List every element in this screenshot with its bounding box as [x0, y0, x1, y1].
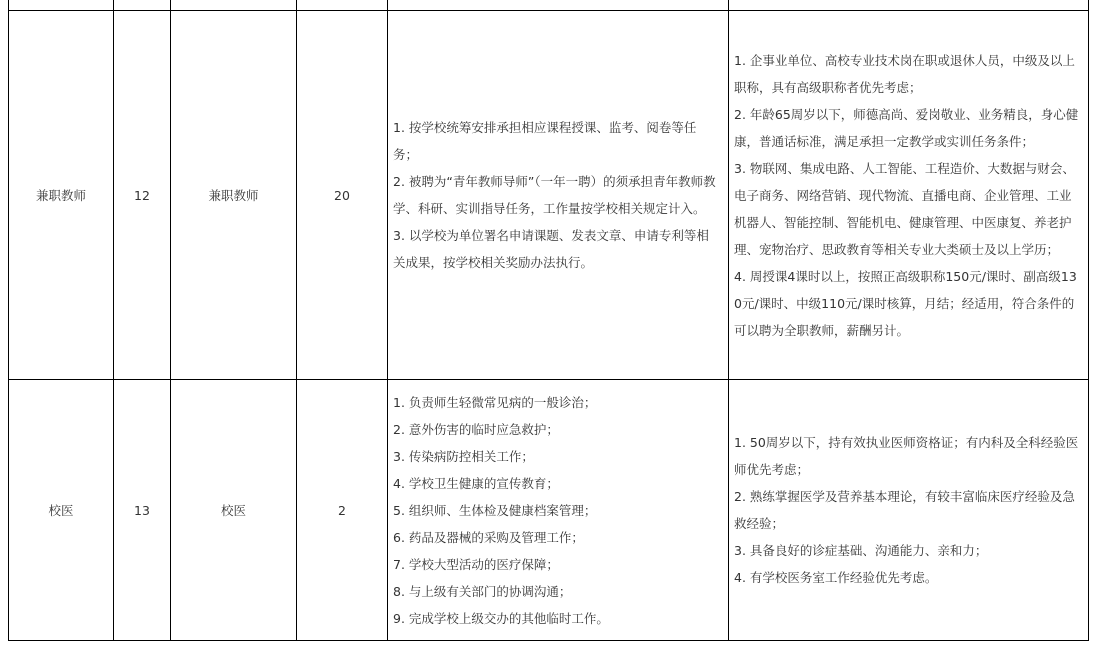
table-cell: [729, 0, 1089, 11]
duties-cell: [388, 11, 729, 380]
duty-item: 7. 学校大型活动的医疗保障；: [393, 556, 559, 572]
position-cell: 兼职教师: [171, 11, 297, 380]
count-cell: 20: [297, 11, 388, 380]
duty-item: 5. 组织师、生体检及健康档案管理；: [393, 502, 597, 518]
duties-cell: [388, 380, 729, 641]
category-cell: 校医: [9, 380, 114, 641]
duty-item: 9. 完成学校上级交办的其他临时工作。: [393, 610, 609, 626]
count-cell: 2: [297, 380, 388, 641]
requirement-item: 2. 年龄65周岁以下，师德高尚、爱岗敬业、业务精良，身心健康，普通话标准，满足承担一定教学或实训任务条件；: [734, 106, 1079, 149]
position-cell: 校医: [171, 380, 297, 641]
table-cell: [9, 0, 114, 11]
number-cell: 12: [114, 11, 171, 380]
table-row-partial: [9, 0, 1089, 11]
duty-item: 2. 被聘为“青年教师导师”（一年一聘）的须承担青年教师教学、科研、实训指导任务，工作量按学校相关规定计入。: [393, 174, 716, 216]
duty-item: 4. 学校卫生健康的宣传教育；: [393, 475, 559, 491]
requirement-item: 4. 周授课4课时以上，按照正高级职称150元/课时、副高级130元/课时、中级110元/课时核算，月结；经适用，符合条件的可以聘为全职教师，薪酬另计。: [734, 268, 1077, 338]
table-cell: [114, 0, 171, 11]
duty-item: 3. 以学校为单位署名申请课题、发表文章、申请专利等相关成果，按学校相关奖励办法执行。: [393, 228, 709, 270]
number-cell: 13: [114, 380, 171, 641]
category-cell: 兼职教师: [9, 11, 114, 380]
requirement-item: 3. 具备良好的诊症基础、沟通能力、亲和力；: [734, 543, 988, 558]
duty-item: 2. 意外伤害的临时应急救护；: [393, 421, 559, 437]
table-row: [9, 11, 1089, 380]
duty-item: 1. 负责师生轻微常见病的一般诊治；: [393, 394, 597, 410]
table-cell: [297, 0, 388, 11]
requirements-cell: [729, 380, 1089, 641]
duty-item: 1. 按学校统筹安排承担相应课程授课、监考、阅卷等任务；: [393, 120, 697, 162]
requirement-item: 3. 物联网、集成电路、人工智能、工程造价、大数据与财会、电子商务、网络营销、现代物流、直播电商、企业管理、工业机器人、智能控制、智能机电、健康管理、中医康复、养老护理、宠物治疗、思政教育等相关专业大类硕士及以上学历；: [734, 160, 1075, 257]
duty-item: 8. 与上级有关部门的协调沟通；: [393, 583, 572, 599]
table-row: [9, 380, 1089, 641]
table-cell: [171, 0, 297, 11]
requirement-item: 1. 50周岁以下，持有效执业医师资格证；有内科及全科经验医师优先考虑；: [734, 435, 1079, 477]
requirement-item: 4. 有学校医务室工作经验优先考虑。: [734, 570, 938, 585]
duty-item: 3. 传染病防控相关工作；: [393, 448, 534, 464]
duty-item: 6. 药品及器械的采购及管理工作；: [393, 529, 584, 545]
requirement-item: 1. 企事业单位、高校专业技术岗在职或退休人员，中级及以上职称，具有高级职称者优先考虑；: [734, 52, 1075, 95]
table-cell: [388, 0, 729, 11]
requirement-item: 2. 熟练掌握医学及营养基本理论，有较丰富临床医疗经验及急救经验；: [734, 489, 1075, 531]
requirements-cell: [729, 11, 1089, 380]
recruitment-table: [8, 0, 1089, 641]
